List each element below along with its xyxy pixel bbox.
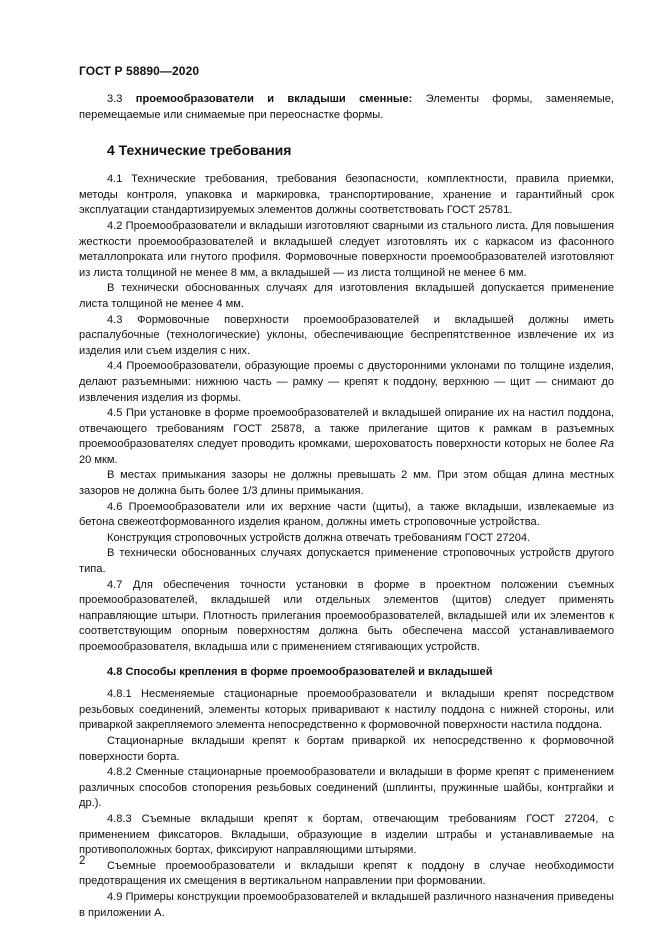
clause-number: 3.3: [107, 93, 123, 105]
paragraph: 4.3 Формовочные поверхности проемообразователей и вкладышей должны иметь распалубочные (технологические) уклоны, обеспечивающие беспрепятственное извлечение их из изделия или съем изделия с них.: [79, 313, 614, 357]
subsection-title: 4.8 Способы крепления в форме проемообразователей и вкладышей: [107, 665, 493, 678]
paragraph: 4.8.3 Съемные вкладыши крепят к бортам, отвечающим требованиям ГОСТ 27204, с применением фиксаторов. Вкладыши, образующие в изделии штрабы и устанавливаемые на противоположных бортах, фиксируют направляющими штырями.: [79, 812, 614, 857]
document-body: [79, 92, 614, 921]
paragraph: 4.4 Проемообразователи, образующие проемы с двусторонними уклонами по толщине изделия, делают разъемными: нижнюю часть — рамку — крепят к поддону, верхнюю — щит — снимают до извлечения изделия из формы.: [79, 360, 614, 404]
paragraph: 4.8.2 Сменные стационарные проемообразователи и вкладыши в форме крепят с применением различных способов стопорения резьбовых соединений (шплинты, пружинные шайбы, контргайки и др.).: [79, 766, 614, 810]
clause-text-end: 20 мкм.: [79, 453, 118, 466]
paragraph: Конструкция строповочных устройств должна отвечать требованиям ГОСТ 27204.: [107, 531, 531, 544]
clause-4-5: [79, 406, 614, 468]
paragraph: В местах примыкания зазоры не должны превышать 2 мм. При этом общая длина местных зазоров не должна быть более 1/3 длины примыкания.: [79, 469, 614, 498]
clause-3-3: [79, 92, 614, 123]
paragraph: В технически обоснованных случаях допускается применение строповочных устройств другого типа.: [79, 547, 614, 576]
paragraph: В технически обоснованных случаях для изготовления вкладышей допускается применение листа толщиной не менее 4 мм.: [79, 282, 614, 310]
paragraph: 4.1 Технические требования, требования безопасности, комплектности, правила приемки, методы контроля, упаковка и маркировка, транспортирование, хранение и гарантийный срок эксплуатации стандартизируемых элементов должны соответствовать ГОСТ 25781.: [79, 173, 614, 217]
clause-text: 4.5 При установке в форме проемообразователей и вкладышей опирание их на настил поддона, отвечающего требованиям ГОСТ 25878, а также прилегание щитов к рамкам в разъемных проемообразователях следует проводить кромками, шероховатость поверхности которых не более: [79, 407, 614, 451]
paragraph: Съемные проемообразователи и вкладыши крепят к поддону в случае необходимости предотвращения их смещения в вертикальном направлении при формовании.: [79, 859, 614, 888]
page-number: 2: [79, 855, 86, 867]
paragraph: 4.7 Для обеспечения точности установки в форме в проектном положении съемных проемообразователей, вкладышей или отдельных элементов (щитов) следует применять направляющие штыри. Плотность прилегания проемообразователей, вкладышей или их элементов к соответствующим опорным поверхностям должна быть обеспечена массой устанавливаемого проемообразователя, вкладыша или с применением стягивающих устройств.: [79, 578, 614, 653]
paragraph: 4.6 Проемообразователи или их верхние части (щиты), а также вкладыши, извлекаемые из бетона свежеотформованного изделия краном, должны иметь строповочные устройства.: [79, 500, 614, 529]
term-name: проемообразователи и вкладыши сменные:: [135, 93, 413, 105]
term-definition: Элементы формы, заменяемые, перемещаемые или снимаемые при переоснастке формы.: [79, 93, 614, 121]
roughness-symbol: Ra: [599, 438, 614, 451]
paragraph: 4.8.1 Несменяемые стационарные проемообразователи и вкладыши крепят посредством резьбовых соединений, элементы которых приваривают к настилу поддона с нижней стороны, или приваркой закрепляемого элемента непосредственно к формовочной поверхности настила поддона.: [79, 688, 614, 732]
paragraph: 4.2 Проемообразователи и вкладыши изготовляют сварными из стального листа. Для повышения жесткости проемообразователей и вкладышей следует изготовлять их с каркасом из фасонного металлопроката или гнутого профиля. Формовочные поверхности проемообразователей изготовляют из листа толщиной не менее 8 мм, а вкладышей — из листа толщиной не менее 6 мм.: [79, 219, 614, 279]
paragraph: 4.9 Примеры конструкции проемообразователей и вкладышей различного назначения приведены в приложении А.: [79, 890, 614, 919]
document-header: ГОСТ Р 58890—2020: [79, 64, 200, 78]
paragraph: Стационарные вкладыши крепят к бортам приваркой их непосредственно к формовочной поверхности борта.: [79, 734, 614, 763]
section-title: 4 Технические требования: [107, 142, 292, 159]
